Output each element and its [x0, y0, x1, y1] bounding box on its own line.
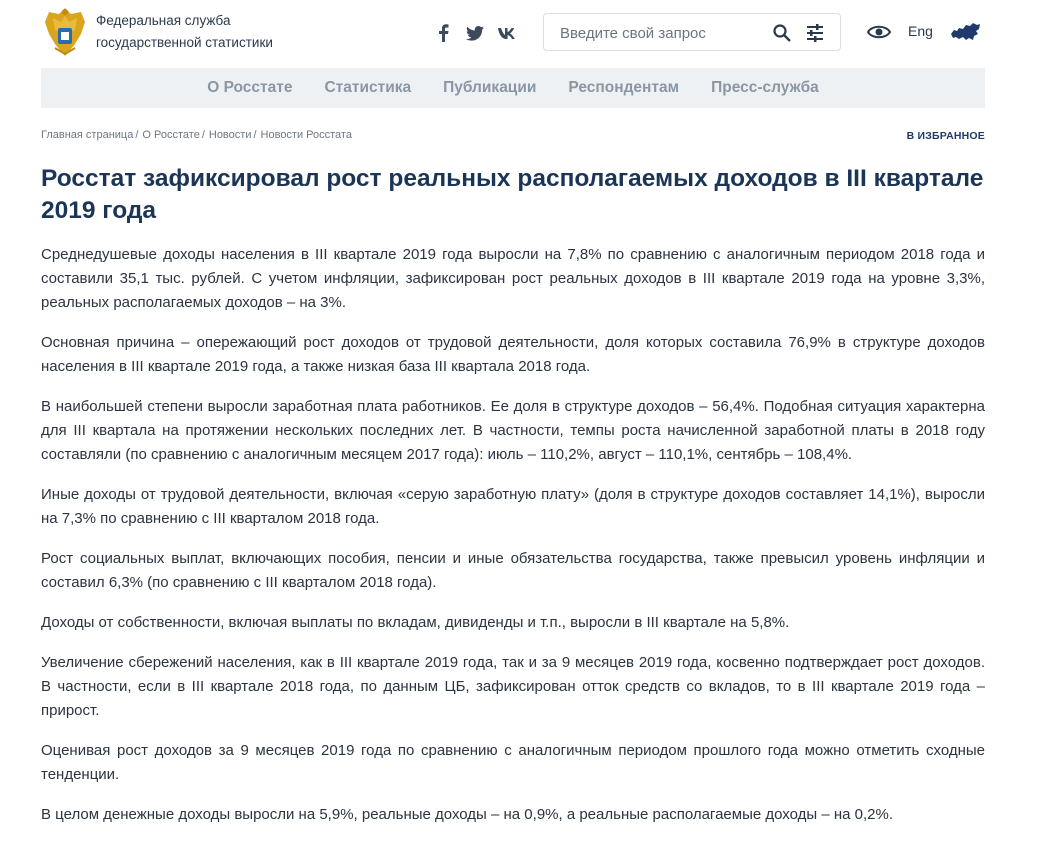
article-paragraph: Рост социальных выплат, включающих пособия, пенсии и иные обязательства государства, также превысил уровень инфляции и составил 6,3% (по сравнению с III кварталом 2018 года).: [41, 550, 985, 591]
article-paragraph: Среднедушевые доходы населения в III квартале 2019 года выросли на 7,8% по сравнению с аналогичным периодом 2018 года и составили 35,1 тыс. рублей. С учетом инфляции, зафиксирован рост реальных доходов в III квартале 2019 года на уровне 3,3%, реальных располагаемых доходов – на 3%.: [41, 246, 985, 311]
search-box: [543, 13, 841, 51]
vk-icon[interactable]: [496, 22, 518, 44]
nav-item-respondents[interactable]: Респондентам: [568, 79, 680, 96]
breadcrumb-about[interactable]: О Росстате: [142, 129, 200, 141]
article-paragraph: Иные доходы от трудовой деятельности, включая «серую заработную плату» (доля в структуре доходов составляет 14,1%), выросли на 7,3% по сравнению с III кварталом 2018 года.: [41, 486, 985, 527]
organization-name: [96, 10, 273, 54]
facebook-icon[interactable]: [432, 22, 454, 44]
breadcrumb-separator: /: [253, 129, 257, 141]
breadcrumb-rosstat-news[interactable]: Новости Росстата: [260, 129, 352, 141]
language-switch[interactable]: Eng: [908, 23, 933, 39]
header: [41, 0, 985, 66]
breadcrumb-news[interactable]: Новости: [208, 129, 252, 141]
article-paragraph: Оценивая рост доходов за 9 месяцев 2019 года по сравнению с аналогичным периодом прошлого года можно отметить сходные тенденции.: [41, 742, 985, 783]
breadcrumb-separator: /: [201, 129, 205, 141]
breadcrumb-home[interactable]: Главная страница: [41, 129, 134, 141]
search-icon[interactable]: [772, 23, 792, 43]
article-paragraph: Основная причина – опережающий рост доходов от трудовой деятельности, доля которых составила 76,9% в структуре доходов населения в III квартале 2019 года, а также низкая база III квартала 2018 года.: [41, 334, 985, 375]
article-paragraph: Доходы от собственности, включая выплаты по вкладам, дивиденды и т.п., выросли в III квартале на 5,8%.: [41, 614, 790, 631]
nav-item-about[interactable]: О Росстате: [207, 79, 293, 96]
russia-map-icon[interactable]: [949, 20, 981, 44]
nav-item-statistics[interactable]: Статистика: [324, 79, 412, 96]
nav-item-press[interactable]: Пресс-служба: [711, 79, 819, 96]
page-title: Росстат зафиксировал рост реальных располагаемых доходов в III квартале 2019 года: [41, 165, 984, 224]
search-input[interactable]: [558, 22, 762, 44]
filter-icon[interactable]: [805, 23, 825, 43]
org-name-line1: Федеральная служба: [96, 13, 231, 28]
rosstat-emblem-logo[interactable]: [41, 4, 89, 60]
article-body: [41, 243, 985, 843]
breadcrumb-separator: /: [135, 129, 139, 141]
article-paragraph: В наибольшей степени выросли заработная плата работников. Ее доля в структуре доходов – 56,4%. Подобная ситуация характерна для III квартала на протяжении нескольких последних лет. В частности, темпы роста начисленной заработной платы в 2018 году составляли (по сравнению с аналогичным месяцем 2017 года): июль – 110,2%, август – 110,1%, сентябрь – 108,4%.: [41, 398, 985, 463]
org-name-line2: государственной статистики: [96, 35, 273, 50]
article-paragraph: Увеличение сбережений населения, как в III квартале 2019 года, так и за 9 месяцев 2019 года, косвенно подтверждает рост доходов. В частности, если в III квартале 2018 года, по данным ЦБ, зафиксирован отток средств со вкладов, то в III квартале 2019 года – прирост.: [41, 654, 985, 719]
main-nav: [41, 68, 985, 108]
twitter-icon[interactable]: [464, 22, 486, 44]
add-to-favorites-link[interactable]: В ИЗБРАННОЕ: [906, 130, 985, 142]
nav-item-publications[interactable]: Публикации: [443, 79, 537, 96]
eye-icon[interactable]: [867, 22, 891, 42]
article-paragraph: В целом денежные доходы выросли на 5,9%, реальные доходы – на 0,9%, а реальные располагаемые доходы – на 0,2%.: [41, 806, 893, 823]
breadcrumb: [41, 129, 985, 141]
